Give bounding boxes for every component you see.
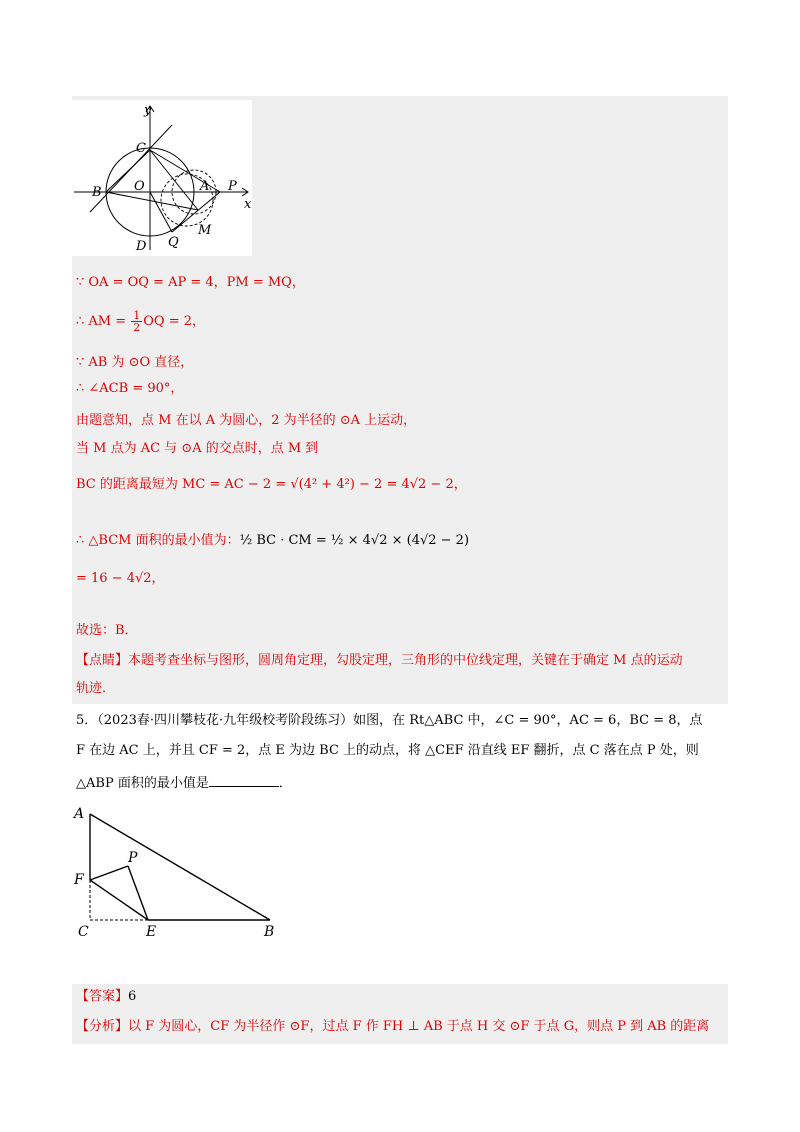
label-C: C [136, 141, 146, 156]
analysis-tag: 【分析】 [76, 1019, 129, 1034]
label-F2: F [74, 872, 84, 888]
analysis-line: 【分析】以 F 为圆心，CF 为半径作 ⊙F，过点 F 作 FH ⊥ AB 于点 H 交 ⊙F 于点 G，则点 P 到 AB 的距离 [76, 1019, 710, 1034]
label-B2: B [264, 924, 275, 940]
solution-line-1: ∵ OA = OQ = AP = 4，PM = MQ， [76, 275, 305, 290]
answer-tag: 【答案】 [76, 989, 129, 1004]
label-P2: P [128, 850, 138, 866]
label-A2: A [74, 806, 85, 822]
label-D: D [136, 239, 147, 254]
solution-line-6: 当 M 点为 AC 与 ⊙A 的交点时，点 M 到 [76, 441, 319, 456]
comment-tag: 【点睛】 [76, 653, 129, 668]
label-B: B [92, 185, 102, 200]
solution-line-4: ∴ ∠ACB = 90°， [76, 381, 184, 396]
label-y: y [144, 103, 152, 118]
question5-line-2: F 在边 AC 上，并且 CF = 2，点 E 为边 BC 上的动点，将 △CEF 沿直线 EF 翻折，点 C 落在点 P 处，则 [76, 743, 699, 758]
label-Q: Q [168, 235, 179, 250]
label-C2: C [78, 924, 89, 940]
circle-figure [72, 100, 252, 256]
triangle-figure [72, 804, 292, 944]
label-P: P [228, 179, 237, 194]
label-O: O [134, 179, 145, 194]
comment-line-2: 轨迹． [76, 681, 116, 696]
label-E2: E [146, 924, 157, 940]
solution-line-9: = 16 − 4√2， [76, 571, 165, 586]
solution-line-8: ∴ △BCM 面积的最小值为：½ BC · CM = ½ × 4√2 × (4√2 − 2) [76, 533, 470, 548]
solution-line-10: 故选：B． [76, 623, 138, 638]
comment-line-1: 【点睛】本题考查坐标与图形，圆周角定理，勾股定理，三角形的中位线定理，关键在于确定 M 点的运动 [76, 653, 683, 668]
question5-line-1: 5．（2023春·四川攀枝花·九年级校考阶段练习）如图，在 Rt△ABC 中，∠C = 90°，AC = 6，BC = 8，点 [76, 713, 703, 728]
answer-value: 6 [128, 989, 137, 1004]
solution-line-2: ∴ AM = $\frac{1}{2}$ OQ = 2， [76, 309, 206, 334]
solution-line-7: BC 的距离最短为 MC = AC − 2 = √(4² + 4²) − 2 = 4√2 − 2， [76, 477, 467, 492]
fraction: $\frac{1}{2}$ [133, 309, 141, 334]
solution-line-5: 由题意知，点 M 在以 A 为圆心，2 为半径的 ⊙A 上运动， [76, 413, 417, 428]
solution-line-3: ∵ AB 为 ⊙O 直径， [76, 355, 194, 370]
label-M: M [198, 223, 212, 238]
question5-line-3: △ABP 面积的最小值是 ． [76, 776, 292, 791]
label-x: x [244, 197, 252, 212]
answer-blank [209, 774, 279, 787]
answer-line [76, 988, 136, 1006]
label-A: A [200, 179, 210, 194]
